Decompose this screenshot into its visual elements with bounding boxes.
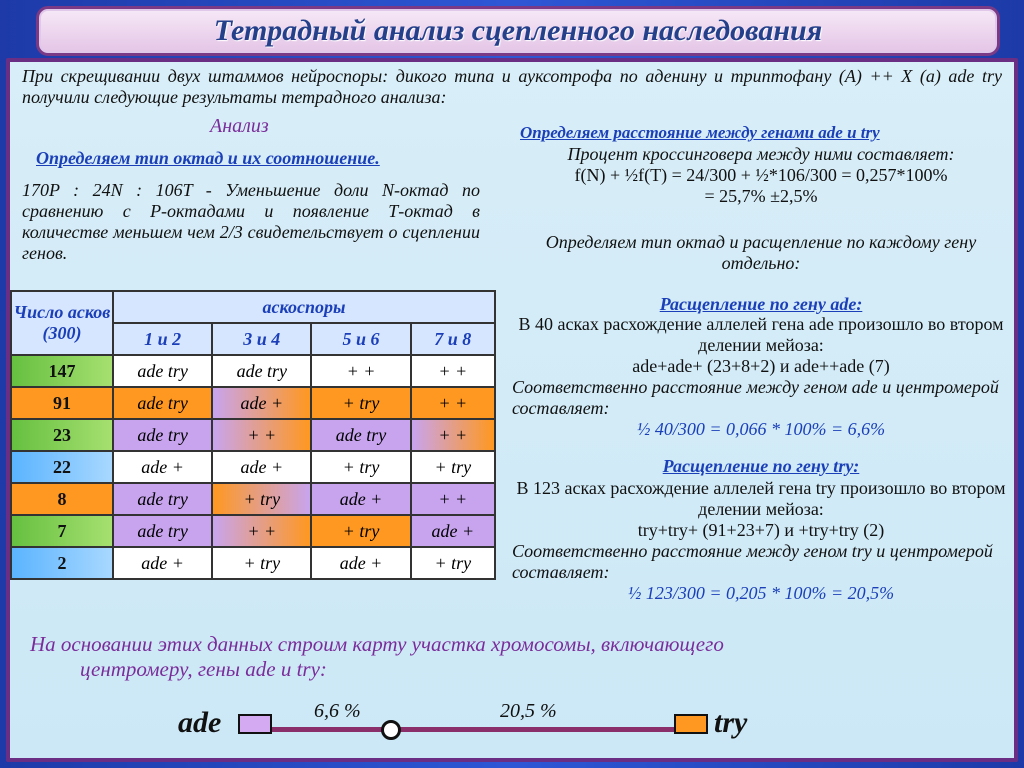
table-row: [11, 483, 495, 515]
ascospore-cell: ade try: [113, 515, 212, 547]
ascospore-cell: + +: [411, 419, 495, 451]
ascospore-cell: + +: [411, 387, 495, 419]
distance-try-label: 20,5 %: [500, 700, 557, 722]
table-row: [11, 547, 495, 579]
pair-header: 1 и 2: [113, 323, 212, 355]
try-line-1: В 123 асках расхождение аллелей гена try произошло во втором делении мейоза:: [516, 478, 1006, 519]
crossover-label: Процент кроссинговера между ними составляет:: [567, 144, 955, 164]
gene-try-marker: [674, 714, 708, 734]
conclusion-line-1: На основании этих данных строим карту участка хромосомы, включающего: [30, 632, 724, 656]
ascus-count: 147: [11, 355, 113, 387]
ascospore-cell: ade try: [212, 355, 311, 387]
gene-ade-marker: [238, 714, 272, 734]
intro-paragraph: При скрещивании двух штаммов нейроспоры: дикого типа и ауксотрофа по аденину и триптофану (А) ++ Х (а) ade try получили следующие результаты тетрадного анализа:: [22, 66, 1002, 107]
gene-try-label: try: [714, 706, 748, 739]
try-heading: Расщепление по гену try:: [662, 456, 860, 476]
ascospore-cell: + try: [411, 547, 495, 579]
title-bar: [36, 6, 1000, 56]
left-paragraph: 170P : 24N : 106T - Уменьшение доли N-октад по сравнению с Р-октадами и появление Т-октад в количестве меньшем чем 2/3 свидетельствует о сцеплении генов.: [22, 180, 480, 263]
try-result: ½ 123/300 = 0,205 * 100% = 20,5%: [627, 583, 895, 603]
ascospore-table: [10, 290, 496, 580]
distance-ade-label: 6,6 %: [314, 700, 361, 722]
table-row: [11, 451, 495, 483]
ascus-count: 8: [11, 483, 113, 515]
ascospore-cell: + +: [212, 515, 311, 547]
analysis-label: Анализ: [210, 115, 269, 137]
slide-title: Тетрадный анализ сцепленного наследования: [213, 14, 823, 47]
ascospore-cell: ade try: [113, 387, 212, 419]
ascospores-header: аскоспоры: [113, 291, 495, 323]
gene-ade-label: ade: [178, 706, 222, 739]
ascospore-cell: ade +: [311, 547, 410, 579]
chromosome-line: [270, 727, 680, 732]
crossover-block: [512, 144, 1010, 207]
pair-header: 5 и 6: [311, 323, 410, 355]
try-block-heading: [512, 456, 1010, 477]
octad-type-text: Определяем тип октад и расщепление по каждому гену отдельно:: [545, 232, 977, 273]
ascospore-cell: ade +: [113, 547, 212, 579]
ascospore-cell: + +: [212, 419, 311, 451]
right-heading: Определяем расстояние между генами ade и try: [520, 123, 880, 142]
pair-header: 7 и 8: [411, 323, 495, 355]
ascus-count: 23: [11, 419, 113, 451]
centromere-marker: [381, 720, 401, 740]
ascospore-cell: + try: [212, 483, 311, 515]
ade-block: [512, 314, 1010, 440]
try-line-3: Соответственно расстояние между геном try и центромерой составляет:: [512, 541, 993, 582]
ade-result: ½ 40/300 = 0,066 * 100% = 6,6%: [636, 419, 886, 439]
ascospore-cell: + try: [311, 515, 410, 547]
table-row: [11, 515, 495, 547]
try-block: [512, 478, 1010, 604]
ascus-count: 22: [11, 451, 113, 483]
ade-block-heading: [512, 294, 1010, 315]
ascospore-cell: ade try: [113, 355, 212, 387]
ascus-count: 2: [11, 547, 113, 579]
ascospore-cell: ade try: [113, 419, 212, 451]
ade-line-3: Соответственно расстояние между геном ade и центромерой составляет:: [512, 377, 999, 418]
conclusion-line-2: центромеру, гены ade и try:: [80, 657, 327, 681]
ascus-count: 91: [11, 387, 113, 419]
pair-header: 3 и 4: [212, 323, 311, 355]
table-row: [11, 387, 495, 419]
count-header: Число асков (300): [11, 291, 113, 355]
ascospore-cell: + +: [311, 355, 410, 387]
ascospore-cell: ade try: [113, 483, 212, 515]
table-row: [11, 355, 495, 387]
ascospore-cell: ade +: [212, 387, 311, 419]
ascospore-cell: + try: [311, 451, 410, 483]
ade-heading: Расщепление по гену ade:: [659, 294, 863, 314]
table-row: [11, 419, 495, 451]
ascospore-cell: ade try: [311, 419, 410, 451]
ade-line-2: ade+ade+ (23+8+2) и ade++ade (7): [632, 356, 890, 376]
ascospore-cell: + try: [311, 387, 410, 419]
ascospore-cell: ade +: [411, 515, 495, 547]
formula-line: f(N) + ½f(T) = 24/300 + ½*106/300 = 0,257*100%: [574, 165, 948, 185]
ascus-count: 7: [11, 515, 113, 547]
try-line-2: try+try+ (91+23+7) и +try+try (2): [637, 520, 885, 540]
ascospore-cell: ade +: [311, 483, 410, 515]
ascospore-cell: + +: [411, 355, 495, 387]
ascospore-cell: ade +: [212, 451, 311, 483]
formula-result: = 25,7% ±2,5%: [704, 186, 818, 206]
ascospore-cell: + try: [212, 547, 311, 579]
conclusion-text: [30, 632, 970, 682]
ascospore-cell: + +: [411, 483, 495, 515]
ascospore-cell: ade +: [113, 451, 212, 483]
left-heading: Определяем тип октад и их соотношение.: [36, 148, 380, 168]
ascospore-cell: + try: [411, 451, 495, 483]
ade-line-1: В 40 асках расхождение аллелей гена ade произошло во втором делении мейоза:: [518, 314, 1004, 355]
